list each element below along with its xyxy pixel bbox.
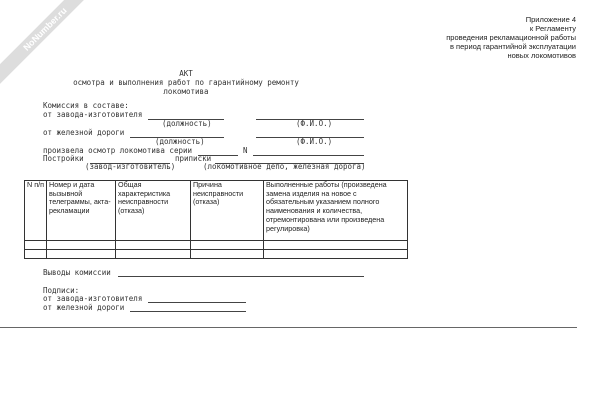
repairs-table: [24, 180, 408, 259]
assigned-label: приписки: [175, 154, 212, 163]
table-cell[interactable]: [191, 250, 264, 259]
header-cell: Выполненные работы (произведена замена изделия на новое с обязательным указанием полного наименования и количества, отремонтирована или произведена регулировка): [264, 181, 408, 241]
appendix-line: новых локомотивов: [507, 51, 576, 60]
document-title: АКТ: [179, 69, 193, 78]
from-railway-label: от железной дороги: [43, 128, 125, 137]
factory-hint: (завод-изготовитель): [85, 162, 176, 171]
signatures-label: Подписи:: [43, 286, 80, 295]
appendix-note: [446, 15, 576, 60]
table-row: [25, 250, 408, 259]
inspected-label: произвела осмотр локомотива серии: [43, 146, 193, 155]
table-header-row: [25, 181, 408, 241]
sig-factory-line: [148, 302, 246, 303]
table-cell[interactable]: [116, 241, 191, 250]
sig-railway-line: [130, 311, 246, 312]
depot-hint: (локомотивное депо, железная дорога): [203, 162, 366, 171]
table-cell[interactable]: [47, 250, 116, 259]
number-line: [253, 155, 364, 156]
position-hint: (должность): [155, 137, 205, 146]
sig-railway-label: от железной дороги: [43, 303, 125, 312]
header-cell: Причина неисправности (отказа): [191, 181, 264, 241]
fio-hint: (Ф.И.О.): [296, 119, 333, 128]
header-cell: Номер и дата вызывной телеграммы, акта-рекламации: [47, 181, 116, 241]
watermark: NoNumber.ru: [0, 0, 103, 87]
table-cell[interactable]: [264, 241, 408, 250]
built-label: Постройки: [43, 154, 84, 163]
table-cell[interactable]: [191, 241, 264, 250]
from-factory-label: от завода-изготовителя: [43, 110, 143, 119]
fio-hint: (Ф.И.О.): [296, 137, 333, 146]
appendix-line: проведения рекламационной работы: [446, 33, 576, 42]
table-row: [25, 241, 408, 250]
table-cell[interactable]: [264, 250, 408, 259]
table-cell[interactable]: [25, 241, 47, 250]
position-hint: (должность): [162, 119, 212, 128]
conclusions-line: [118, 276, 364, 277]
appendix-line: в период гарантийной эксплуатации: [449, 42, 576, 51]
sig-factory-label: от завода-изготовителя: [43, 294, 143, 303]
header-cell: N п/п: [25, 181, 47, 241]
document-subtitle: осмотра и выполнения работ по гарантийному ремонту: [73, 78, 299, 87]
document-subtitle: локомотива: [163, 87, 209, 96]
conclusions-label: Выводы комиссии: [43, 268, 111, 277]
page-divider: [0, 327, 577, 328]
number-label: N: [243, 146, 248, 155]
appendix-line: Приложение 4: [525, 15, 576, 24]
commission-label: Комиссия в составе:: [43, 101, 129, 110]
table-cell[interactable]: [116, 250, 191, 259]
table-cell[interactable]: [47, 241, 116, 250]
appendix-line: к Регламенту: [529, 24, 576, 33]
header-cell: Общая характеристика неисправности (отказа): [116, 181, 191, 241]
table-cell[interactable]: [25, 250, 47, 259]
